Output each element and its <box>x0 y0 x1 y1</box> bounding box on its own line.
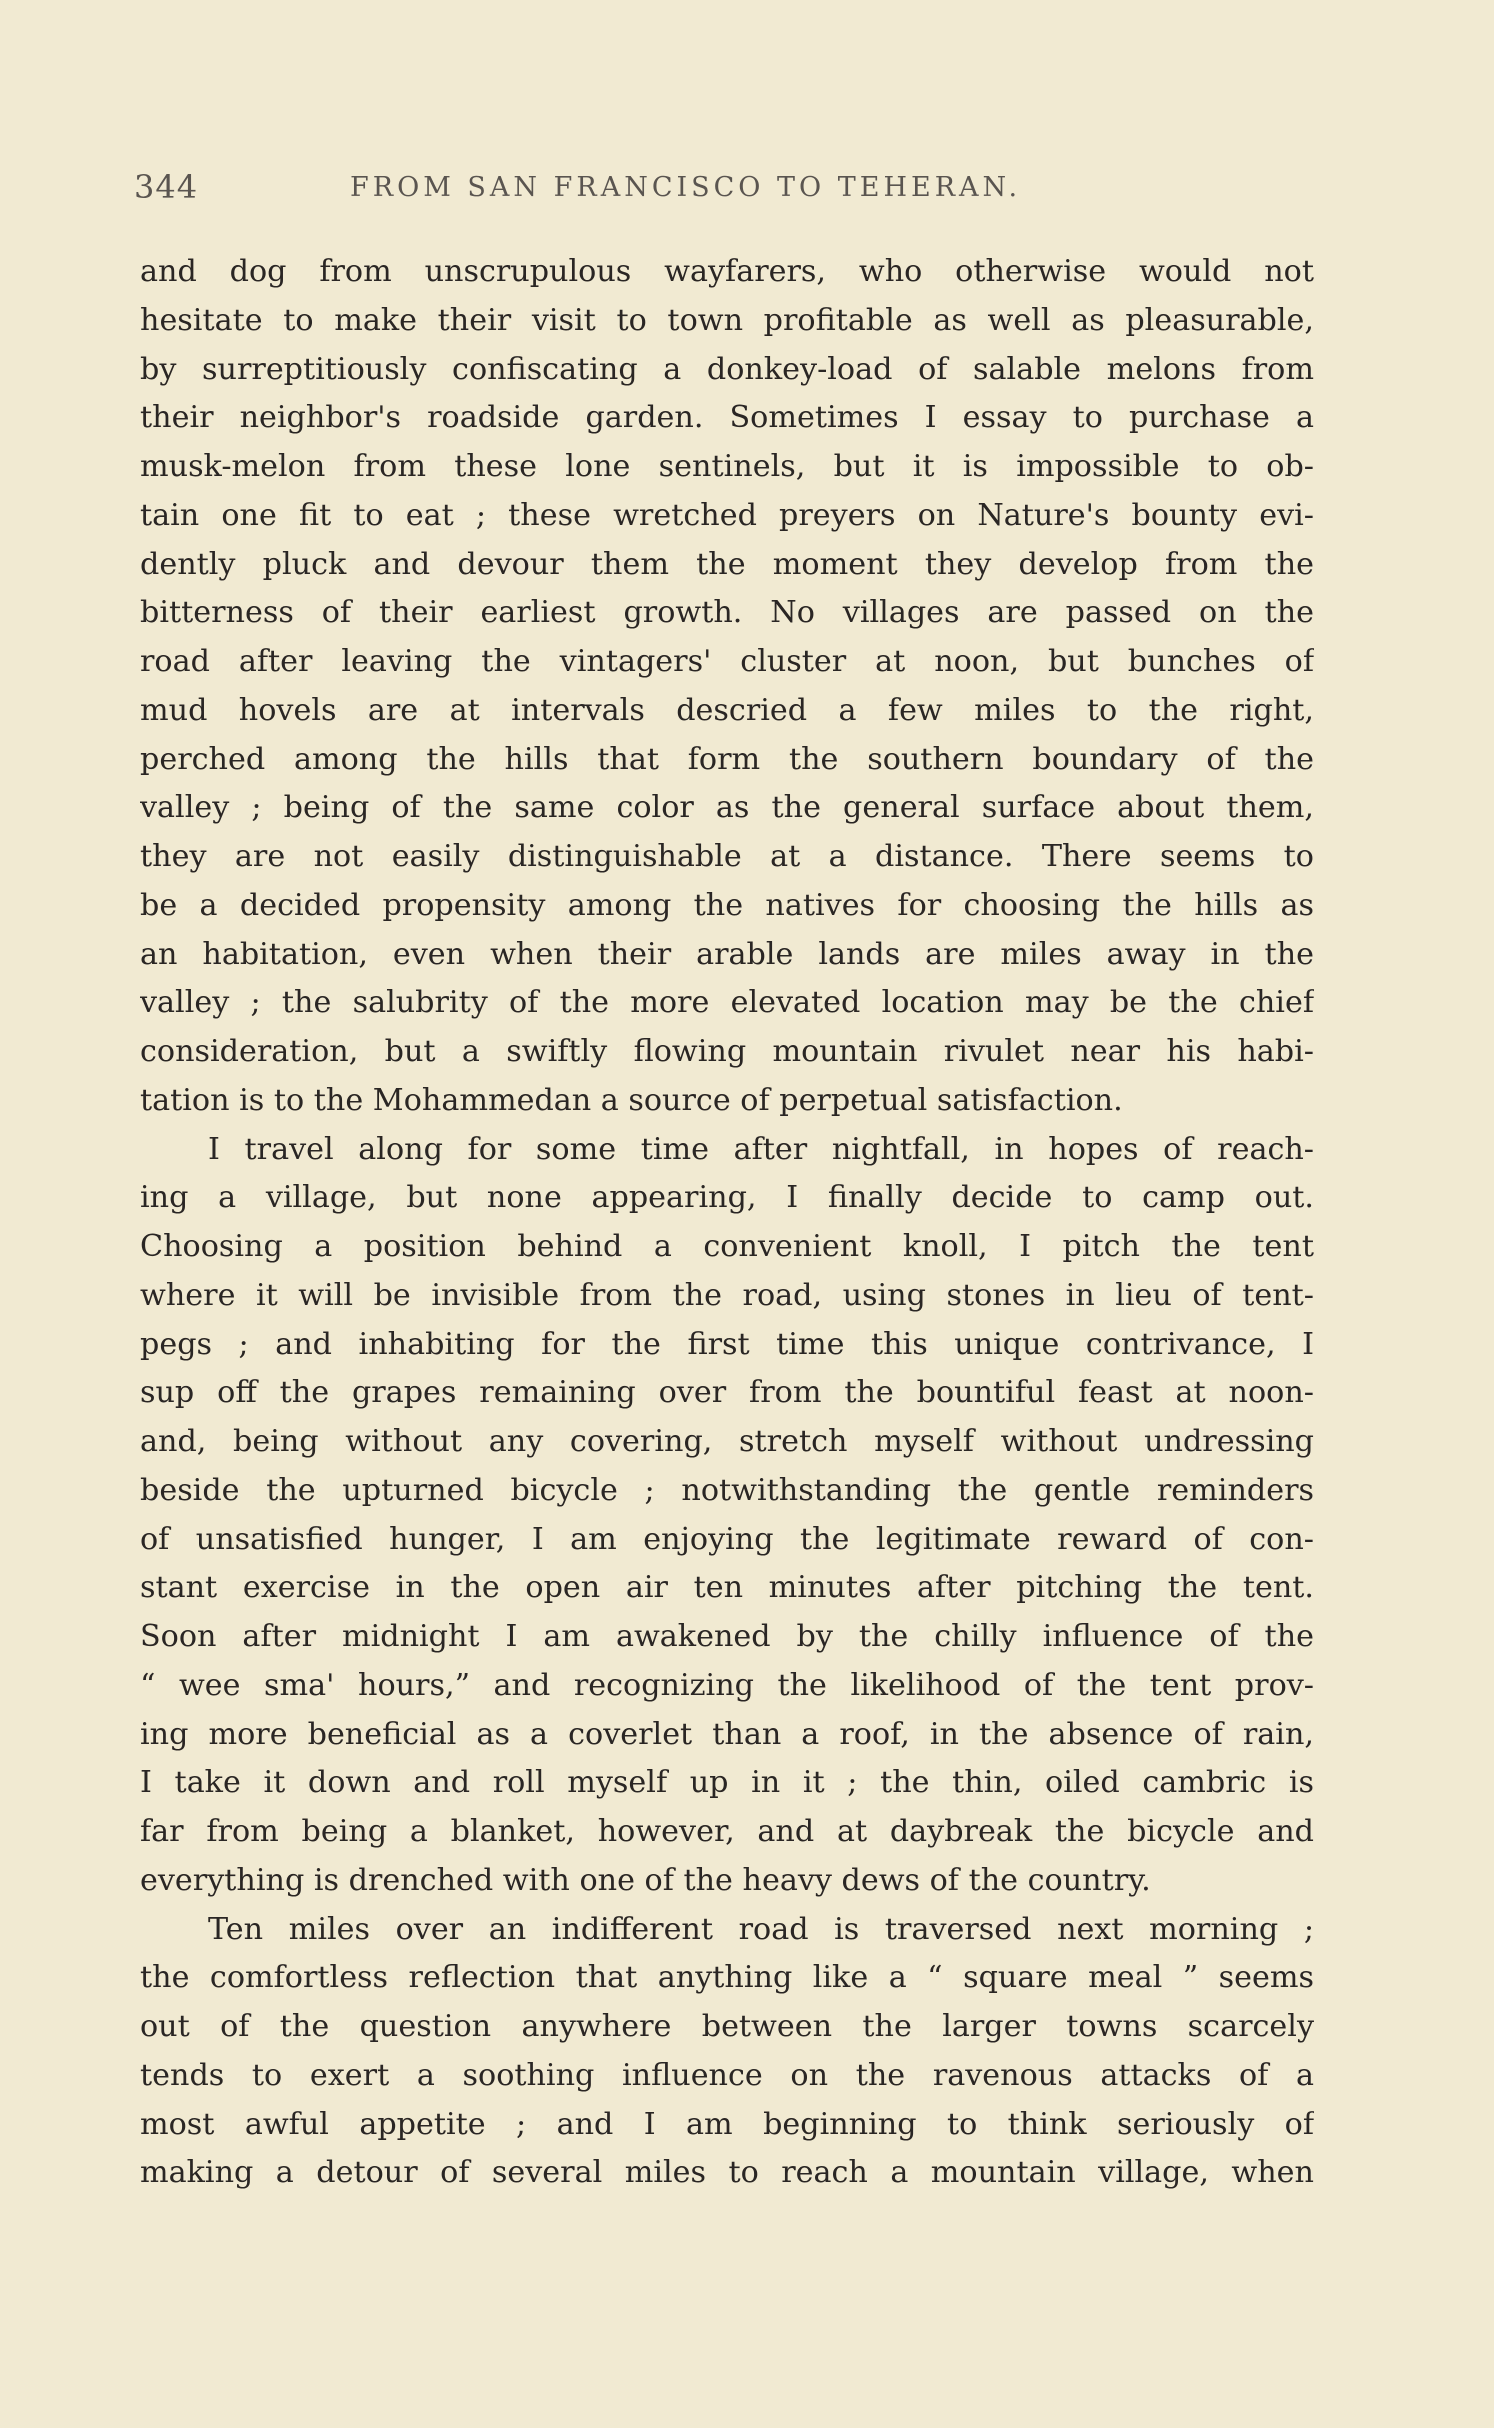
text-line: musk-melon from these lone sentinels, but it is impossible to ob- <box>140 449 1314 484</box>
text-line: pegs ; and inhabiting for the first time this unique contrivance, I <box>140 1326 1314 1362</box>
text-line: valley ; the salubrity of the more elevated location may be the chief <box>140 985 1314 1021</box>
text-line: tain one fit to eat ; these wretched preyers on Nature's bounty evi- <box>140 497 1314 533</box>
text-line: tends to exert a soothing influence on the ravenous attacks of a <box>140 2057 1314 2093</box>
paragraph-start-line: Ten miles over an indifferent road is traversed next morning ; <box>208 1911 1314 1947</box>
text-line: everything is drenched with one of the heavy dews of the country. <box>140 1862 1151 1898</box>
page-header <box>134 168 1314 214</box>
text-line: and dog from unscrupulous wayfarers, who otherwise would not <box>140 254 1314 289</box>
text-line: valley ; being of the same color as the general surface about them, <box>140 790 1314 826</box>
text-line: Soon after midnight I am awakened by the chilly influence of the <box>140 1619 1314 1654</box>
text-line: ing more beneficial as a coverlet than a roof, in the absence of rain, <box>140 1716 1314 1752</box>
text-line: where it will be invisible from the road, using stones in lieu of tent- <box>140 1277 1314 1313</box>
text-line: “ wee sma' hours,” and recognizing the likelihood of the tent prov- <box>140 1667 1314 1703</box>
text-line: far from being a blanket, however, and at daybreak the bicycle and <box>140 1814 1314 1849</box>
text-line: hesitate to make their visit to town profitable as well as pleasurable, <box>140 302 1314 338</box>
text-line: beside the upturned bicycle ; notwithstanding the gentle reminders <box>140 1472 1314 1508</box>
text-line: mud hovels are at intervals descried a few miles to the right, <box>140 692 1314 728</box>
text-line: they are not easily distinguishable at a distance. There seems to <box>140 839 1314 874</box>
paragraph-start-line: I travel along for some time after nightfall, in hopes of reach- <box>208 1131 1314 1167</box>
running-title: FROM SAN FRANCISCO TO TEHERAN. <box>350 172 1022 203</box>
text-line: by surreptitiously confiscating a donkey-load of salable melons from <box>140 351 1314 387</box>
text-line: consideration, but a swiftly flowing mountain rivulet near his habi- <box>140 1034 1314 1069</box>
text-line: Choosing a position behind a convenient knoll, I pitch the tent <box>140 1229 1314 1264</box>
text-line: their neighbor's roadside garden. Sometimes I essay to purchase a <box>140 400 1314 436</box>
text-line: ing a village, but none appearing, I finally decide to camp out. <box>140 1180 1314 1216</box>
text-line: bitterness of their earliest growth. No villages are passed on the <box>140 595 1314 631</box>
text-line: out of the question anywhere between the larger towns scarcely <box>140 2009 1314 2044</box>
text-line: stant exercise in the open air ten minutes after pitching the tent. <box>140 1570 1314 1606</box>
text-line: an habitation, even when their arable lands are miles away in the <box>140 936 1314 972</box>
text-line: road after leaving the vintagers' cluster at noon, but bunches of <box>140 644 1314 679</box>
text-line: and, being without any covering, stretch myself without undressing <box>140 1424 1314 1459</box>
text-line: most awful appetite ; and I am beginning to think seriously of <box>140 2106 1314 2142</box>
page-number: 344 <box>134 168 199 206</box>
text-line: making a detour of several miles to reach a mountain village, when <box>140 2155 1314 2191</box>
text-line: sup off the grapes remaining over from the bountiful feast at noon- <box>140 1375 1314 1411</box>
text-line: tation is to the Mohammedan a source of perpetual satisfaction. <box>140 1082 1123 1118</box>
text-line: perched among the hills that form the southern boundary of the <box>140 741 1314 777</box>
body-text <box>140 248 1314 2198</box>
text-line: the comfortless reflection that anything like a “ square meal ” seems <box>140 1960 1314 1996</box>
text-line: I take it down and roll myself up in it ; the thin, oiled cambric is <box>140 1765 1314 1801</box>
text-line: dently pluck and devour them the moment they develop from the <box>140 546 1314 582</box>
text-line: be a decided propensity among the natives for choosing the hills as <box>140 887 1314 923</box>
text-line: of unsatisfied hunger, I am enjoying the legitimate reward of con- <box>140 1521 1314 1557</box>
